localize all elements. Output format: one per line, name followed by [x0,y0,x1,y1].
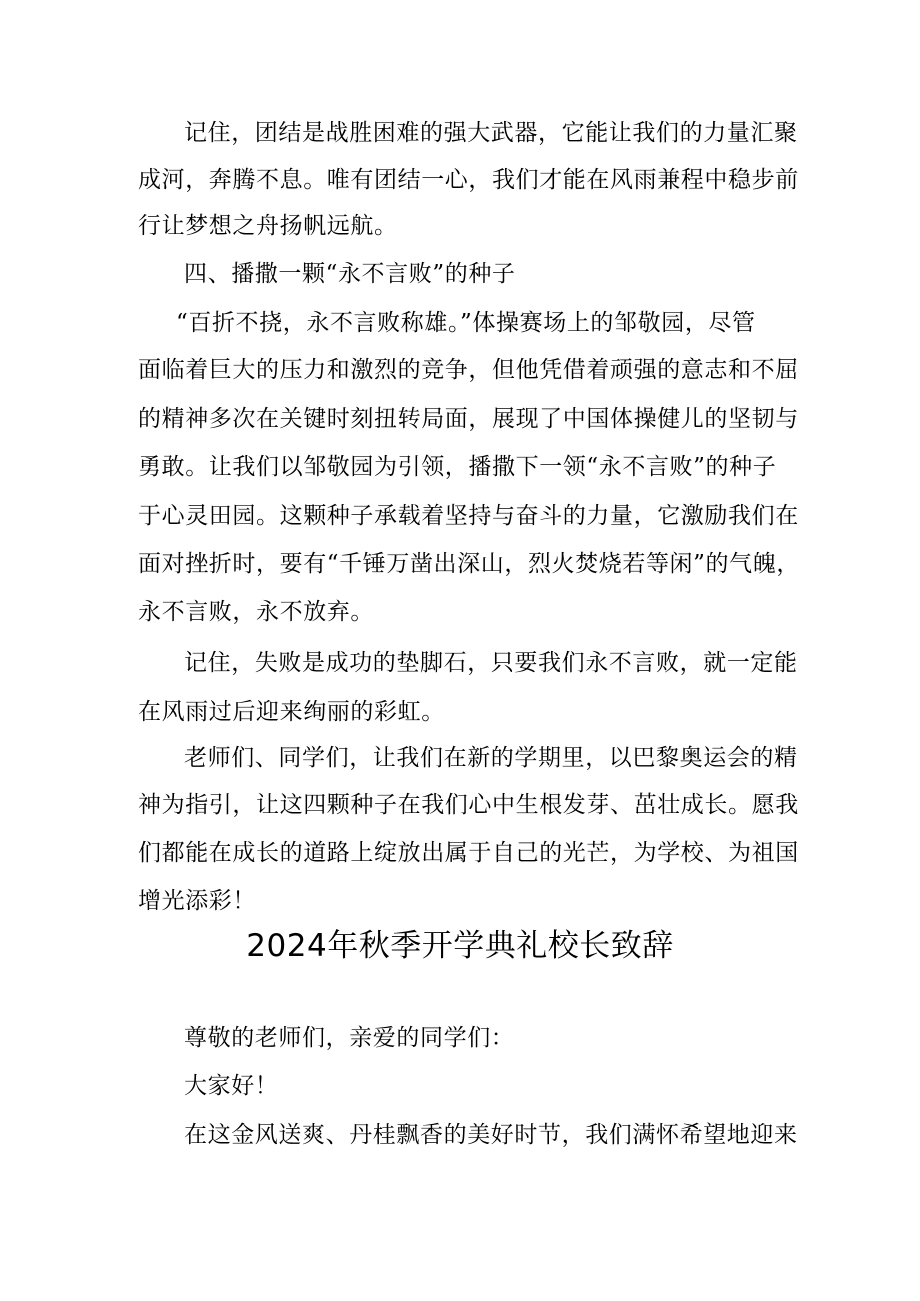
paragraph-line: 面对挫折时，要有“千锤万凿出深山，烈火焚烧若等闲”的气魄， [138,551,800,577]
paragraph-line: 在风雨过后迎来绚丽的彩虹。 [138,699,445,725]
paragraph-line: 面临着巨大的压力和激烈的竞争，但他凭借着顽强的意志和不屈 [138,357,799,383]
paragraph-line: 永不言败，永不放弃。 [138,599,374,625]
paragraph-line: 行让梦想之舟扬帆远航。 [138,213,398,239]
speech-title: 2024年秋季开学典礼校长致辞 [246,928,674,964]
paragraph-line: 老师们、同学们，让我们在新的学期里，以巴黎奥运会的精 [184,745,798,771]
paragraph-line: 增光添彩！ [138,888,256,914]
paragraph-line: “百折不挠，永不言败称雄。”体操赛场上的邹敬园，尽管 [176,310,756,336]
paragraph-line: 记住，失败是成功的垫脚石，只要我们永不言败，就一定能 [184,650,798,676]
paragraph-line: 们都能在成长的道路上绽放出属于自己的光芒，为学校、为祖国 [138,840,799,866]
paragraph-line: 勇敢。让我们以邹敬园为引领，播撒下一领“永不言败”的种子 [138,454,777,480]
section-heading: 四、播撒一颗“永不言败”的种子 [184,261,516,287]
paragraph-line: 的精神多次在关键时刻扭转局面，展现了中国体操健儿的坚韧与 [138,406,799,432]
salutation: 尊敬的老师们，亲爱的同学们： [184,1025,515,1051]
paragraph-line: 记住，团结是战胜困难的强大武器，它能让我们的力量汇聚 [184,120,798,146]
paragraph-line: 神为指引，让这四颗种子在我们心中生根发芽、茁壮成长。愿我 [138,792,799,818]
paragraph-line: 于心灵田园。这颗种子承载着坚持与奋斗的力量，它激励我们在 [138,503,799,529]
paragraph-line: 在这金风送爽、丹桂飘香的美好时节，我们满怀希望地迎来 [184,1122,798,1148]
greeting: 大家好！ [184,1073,279,1099]
paragraph-line: 成河，奔腾不息。唯有团结一心，我们才能在风雨兼程中稳步前 [138,167,799,193]
